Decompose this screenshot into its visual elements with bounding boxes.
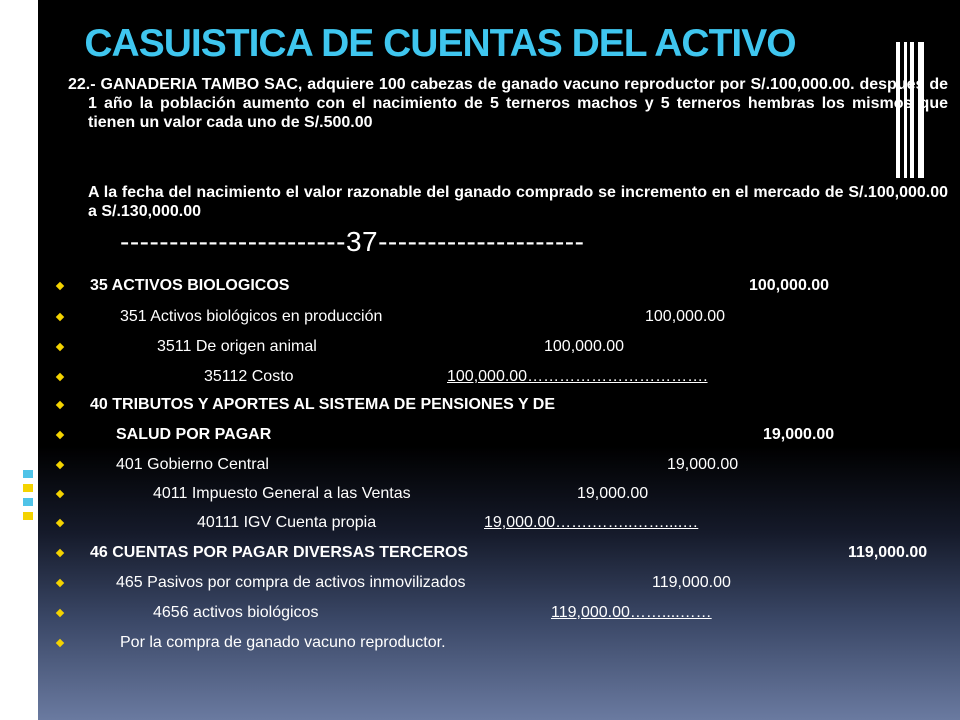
entry-amount: 100,000.00 <box>749 277 830 294</box>
slide-title: CASUISTICA DE CUENTAS DEL ACTIVO <box>84 22 796 65</box>
entry-label: Por la compra de ganado vacuno reproductor. <box>120 634 446 651</box>
entry-label: 401 Gobierno Central <box>116 456 269 473</box>
entry-row <box>0 368 960 390</box>
bullet-icon <box>56 373 64 381</box>
bullet-icon <box>56 490 64 498</box>
entry-amount: 19,000.00 <box>577 485 649 502</box>
case-condition: A la fecha del nacimiento el valor razonable del ganado comprado se incremento en el mercado de S/.100,000.00 a S/.130,000.00 <box>88 184 948 220</box>
entry-label: 351 Activos biológicos en producción <box>120 308 383 325</box>
entry-label: SALUD POR PAGAR <box>116 426 272 443</box>
entry-amount: 119,000.00 <box>848 544 928 561</box>
bullet-icon <box>56 282 64 290</box>
entry-amount: 119,000.00……....…… <box>551 604 712 621</box>
entry-row <box>0 604 960 626</box>
entry-row <box>0 514 960 536</box>
entry-amount: 19,000.00 <box>667 456 739 473</box>
bullet-icon <box>56 639 64 647</box>
entry-row <box>0 544 960 566</box>
entry-label: 3511 De origen animal <box>157 338 317 355</box>
entry-amount: 19,000.00 <box>763 426 835 443</box>
entry-label: 35 ACTIVOS BIOLOGICOS <box>90 277 290 294</box>
entry-row <box>0 338 960 360</box>
bullet-icon <box>56 609 64 617</box>
entry-amount: 100,000.00……………………………. <box>447 368 708 385</box>
entry-label: 40 TRIBUTOS Y APORTES AL SISTEMA DE PENSIONES Y DE <box>90 396 556 413</box>
entry-amount: 100,000.00 <box>645 308 726 325</box>
entry-label: 40111 IGV Cuenta propia <box>197 514 377 531</box>
bullet-icon <box>56 519 64 527</box>
bullet-icon <box>56 343 64 351</box>
case-statement: 22.- GANADERIA TAMBO SAC, adquiere 100 cabezas de ganado vacuno reproductor por S/.100,000.00. después de 1 año la población aumento con el nacimiento de 5 terneros machos y 5 terneros hembras los mismos que tienen un valor cada uno de S/.500.00 <box>68 76 948 131</box>
bullet-icon <box>56 461 64 469</box>
entry-row <box>0 308 960 330</box>
entry-row <box>0 277 960 299</box>
entry-label: 4011 Impuesto General a las Ventas <box>153 485 411 502</box>
entry-amount: 100,000.00 <box>544 338 625 355</box>
entry-label: 35112 Costo <box>204 368 294 385</box>
bullet-icon <box>56 401 64 409</box>
entry-label: 46 CUENTAS POR PAGAR DIVERSAS TERCEROS <box>90 544 469 561</box>
entry-label: 465 Pasivos por compra de activos inmovilizados <box>116 574 466 591</box>
entry-row <box>0 456 960 478</box>
entry-label: 4656 activos biológicos <box>153 604 319 621</box>
bullet-icon <box>56 549 64 557</box>
entry-row <box>0 634 960 656</box>
entry-row <box>0 396 960 418</box>
entry-separator: -----------------------37--------------------- <box>120 226 585 257</box>
entry-amount: 19,000.00…….……..……....… <box>484 514 699 531</box>
entry-row <box>0 485 960 507</box>
bullet-icon <box>56 313 64 321</box>
bullet-icon <box>56 579 64 587</box>
entry-row <box>0 574 960 596</box>
entry-amount: 119,000.00 <box>652 574 731 591</box>
bullet-icon <box>56 431 64 439</box>
entry-row <box>0 426 960 448</box>
